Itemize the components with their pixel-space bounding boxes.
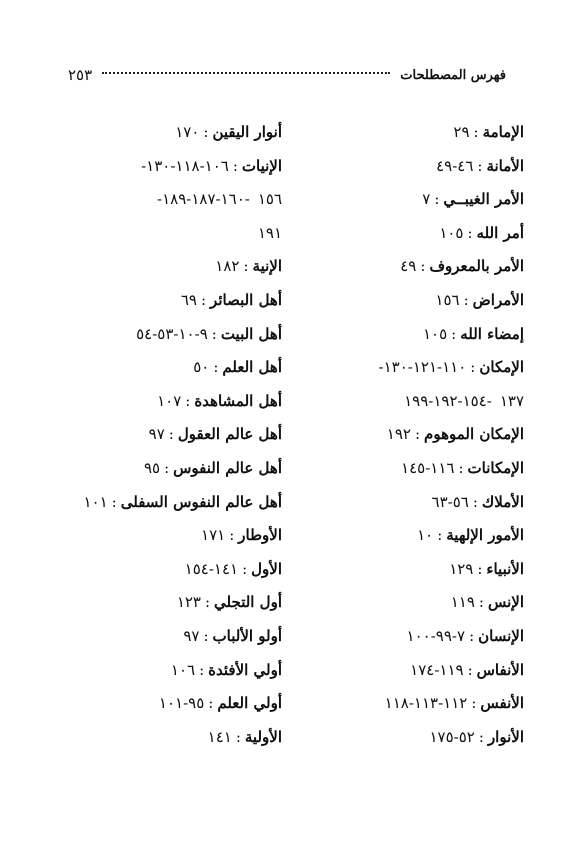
index-separator: : xyxy=(470,358,476,377)
index-separator: : xyxy=(243,257,249,276)
index-separator: : xyxy=(471,694,477,713)
index-entry xyxy=(44,452,282,486)
index-separator: : xyxy=(467,660,473,679)
index-entry xyxy=(292,385,524,419)
index-term: الأنفاس xyxy=(476,660,524,679)
index-separator: : xyxy=(477,559,483,578)
page-number: ٢٥٣ xyxy=(68,66,93,84)
index-entry xyxy=(44,519,282,553)
index-entry xyxy=(44,217,282,251)
index-term: الأنبياء xyxy=(486,559,524,578)
index-page-refs: ١٠٦ xyxy=(170,660,196,679)
index-entry xyxy=(292,351,524,385)
index-separator: : xyxy=(213,358,219,377)
index-term: الأمر بالمعروف xyxy=(429,257,524,276)
index-separator: : xyxy=(111,492,117,511)
index-page-refs: ٦٩ xyxy=(180,290,197,309)
index-term: الإمكانات xyxy=(467,458,524,477)
index-entry xyxy=(44,351,282,385)
index-term: الإنيات xyxy=(241,156,282,175)
index-term: أولو الألباب xyxy=(212,626,282,645)
index-entry xyxy=(44,250,282,284)
index-page-refs: ١١٢-١١٣-١١٨ xyxy=(384,694,468,713)
index-column-right xyxy=(292,116,524,754)
index-page-refs: ٩-١٠-٥٣-٥٤ xyxy=(136,324,208,343)
index-page-refs: ٤٦-٤٩ xyxy=(436,156,474,175)
index-term: الإنس xyxy=(487,593,524,612)
index-term: الأمراض xyxy=(472,290,524,309)
index-separator: : xyxy=(420,257,426,276)
index-separator: : xyxy=(203,626,209,645)
index-page-refs: ٥٦-٦٣ xyxy=(431,492,469,511)
index-term: أهل البصائر xyxy=(210,290,282,309)
index-entry xyxy=(292,284,524,318)
index-page-refs: ١٢٣ xyxy=(176,593,201,612)
index-term: الإمكان xyxy=(479,358,524,377)
index-entry xyxy=(292,418,524,452)
index-separator: : xyxy=(473,123,479,141)
index-column-left xyxy=(44,116,282,754)
index-page-refs: ١١٩ xyxy=(450,593,475,612)
index-entry xyxy=(292,553,524,587)
index-term: الأوطار xyxy=(238,526,282,545)
index-separator: : xyxy=(208,694,214,713)
index-separator: : xyxy=(185,391,191,410)
index-page-refs: ١٠ xyxy=(417,526,434,545)
index-page-refs: ١٩٢ xyxy=(386,425,411,444)
index-entry xyxy=(292,519,524,553)
index-entry xyxy=(44,418,282,452)
index-separator: : xyxy=(478,727,484,746)
index-entry xyxy=(44,687,282,721)
index-term: أهل العلم xyxy=(222,358,282,377)
index-term: الأنفس xyxy=(480,694,524,713)
index-page-refs: ١١٠-١٢١-١٣٠- xyxy=(378,358,467,377)
index-term: أهل المشاهدة xyxy=(194,391,282,410)
index-entry xyxy=(44,318,282,352)
header-dot-leader xyxy=(102,71,390,74)
index-term: أهل عالم النفوس السفلى xyxy=(120,492,282,511)
running-header xyxy=(68,62,506,88)
index-entry xyxy=(44,654,282,688)
index-term: الأمانة xyxy=(486,156,524,175)
index-entry xyxy=(292,687,524,721)
index-term: أمر الله xyxy=(476,223,524,242)
index-separator xyxy=(492,392,500,410)
index-entry xyxy=(292,250,524,284)
index-entry xyxy=(44,486,282,520)
index-page-refs: ١٠٥ xyxy=(439,223,464,242)
index-separator: : xyxy=(472,492,478,511)
index-page-refs: ١٧١ xyxy=(201,526,226,545)
index-term: الأول xyxy=(251,559,282,578)
index-separator: : xyxy=(478,593,484,612)
index-page-refs: ٧ xyxy=(422,190,431,209)
index-page-refs: ١٠٧ xyxy=(157,391,182,410)
index-term: الأمر الغيبــي xyxy=(443,190,524,209)
header-title: فهرس المصطلحات xyxy=(400,67,506,83)
index-page-refs: ١٢٩ xyxy=(449,559,474,578)
index-separator: : xyxy=(434,190,440,209)
index-separator: : xyxy=(164,458,170,477)
index-separator: : xyxy=(242,559,248,578)
index-page-refs: ٩٧ xyxy=(183,626,200,645)
index-page-refs: ٩٥-١٠١ xyxy=(158,694,205,713)
index-page-refs: ٥٠ xyxy=(193,358,210,377)
index-entry xyxy=(44,721,282,755)
index-separator: : xyxy=(451,324,457,343)
index-page-refs: ٤٩ xyxy=(400,257,417,276)
index-separator: : xyxy=(235,727,241,746)
index-entry xyxy=(292,721,524,755)
index-entry xyxy=(292,452,524,486)
index-term: الإمامة xyxy=(482,123,524,141)
index-separator: : xyxy=(414,425,421,444)
index-page-refs: ١٨٢ xyxy=(215,257,240,276)
index-page-refs: ١١٦-١٤٥ xyxy=(401,458,455,477)
index-entry xyxy=(44,586,282,620)
index-entry xyxy=(44,284,282,318)
index-separator xyxy=(250,224,258,242)
index-separator: : xyxy=(204,593,211,612)
index-page-refs: ٢٩ xyxy=(453,123,470,141)
index-page-refs: ١٤١ xyxy=(207,727,232,746)
index-page-refs: ١٥٦-١٦٠-١٨٧-١٨٩- xyxy=(157,190,282,209)
index-term: أولي العلم xyxy=(217,694,282,713)
index-entry xyxy=(292,116,524,150)
index-term: الأملاك xyxy=(481,492,524,511)
index-entry xyxy=(292,183,524,217)
index-separator: : xyxy=(463,290,469,309)
index-separator: : xyxy=(168,425,174,444)
index-entry xyxy=(292,620,524,654)
index-separator: : xyxy=(458,458,464,477)
index-separator: : xyxy=(467,223,473,242)
index-separator: : xyxy=(437,526,443,545)
index-entry xyxy=(292,654,524,688)
index-term: أهل عالم العقول xyxy=(177,425,282,444)
index-separator: : xyxy=(203,123,209,141)
index-entry xyxy=(44,116,282,150)
index-entry xyxy=(292,150,524,184)
index-separator: : xyxy=(211,324,217,343)
index-entry xyxy=(292,318,524,352)
index-term: أول التجلي xyxy=(214,593,282,612)
index-separator: : xyxy=(469,626,475,645)
index-page-refs: ١٣٧-١٥٤-١٩٢-١٩٩ xyxy=(404,391,524,410)
index-page-refs: ١٠٦-١١٨-١٣٠- xyxy=(141,156,229,175)
index-term: أهل البيت xyxy=(220,324,282,343)
index-term: الإنية xyxy=(252,257,282,276)
index-page-refs: ١٤١-١٥٤ xyxy=(184,559,239,578)
index-separator: : xyxy=(199,660,205,679)
index-page-refs: ١٠١ xyxy=(83,492,108,511)
index-page-refs: ١١٩-١٧٤ xyxy=(410,660,464,679)
index-page-refs: ١٠٥ xyxy=(422,324,448,343)
index-page-refs: ٥٢-١٧٥ xyxy=(429,727,475,746)
index-entry xyxy=(44,150,282,184)
index-entry xyxy=(44,385,282,419)
index-entry xyxy=(44,183,282,217)
index-page-refs: ١٥٦ xyxy=(435,290,460,309)
index-entry xyxy=(292,586,524,620)
index-separator: : xyxy=(200,290,207,309)
index-separator: : xyxy=(229,526,235,545)
index-page-refs: ٩٧ xyxy=(148,425,165,444)
index-term: الأمور الإلهية xyxy=(446,526,524,545)
index-term: إمضاء الله xyxy=(460,324,524,343)
index-page-refs: ١٧٠ xyxy=(175,123,200,141)
index-term: أنوار اليقين xyxy=(212,123,282,141)
index-term: الإنسان xyxy=(478,626,524,645)
index-entry xyxy=(44,620,282,654)
index-page-refs: ٧-٩٩-١٠٠ xyxy=(406,626,466,645)
index-entry xyxy=(292,217,524,251)
index-separator: : xyxy=(232,156,238,175)
index-entry xyxy=(292,486,524,520)
index-separator: : xyxy=(477,156,483,175)
index-term: الأولية xyxy=(244,727,282,746)
index-term: أولي الأفئدة xyxy=(208,660,282,679)
index-term: أهل عالم النفوس xyxy=(173,458,282,477)
index-entry xyxy=(44,553,282,587)
index-term: الأنوار xyxy=(487,727,524,746)
index-separator xyxy=(250,190,258,208)
index-term: الإمكان الموهوم xyxy=(424,425,524,444)
index-page-refs: ٩٥ xyxy=(143,458,161,477)
index-page-refs: ١٩١ xyxy=(257,223,282,242)
